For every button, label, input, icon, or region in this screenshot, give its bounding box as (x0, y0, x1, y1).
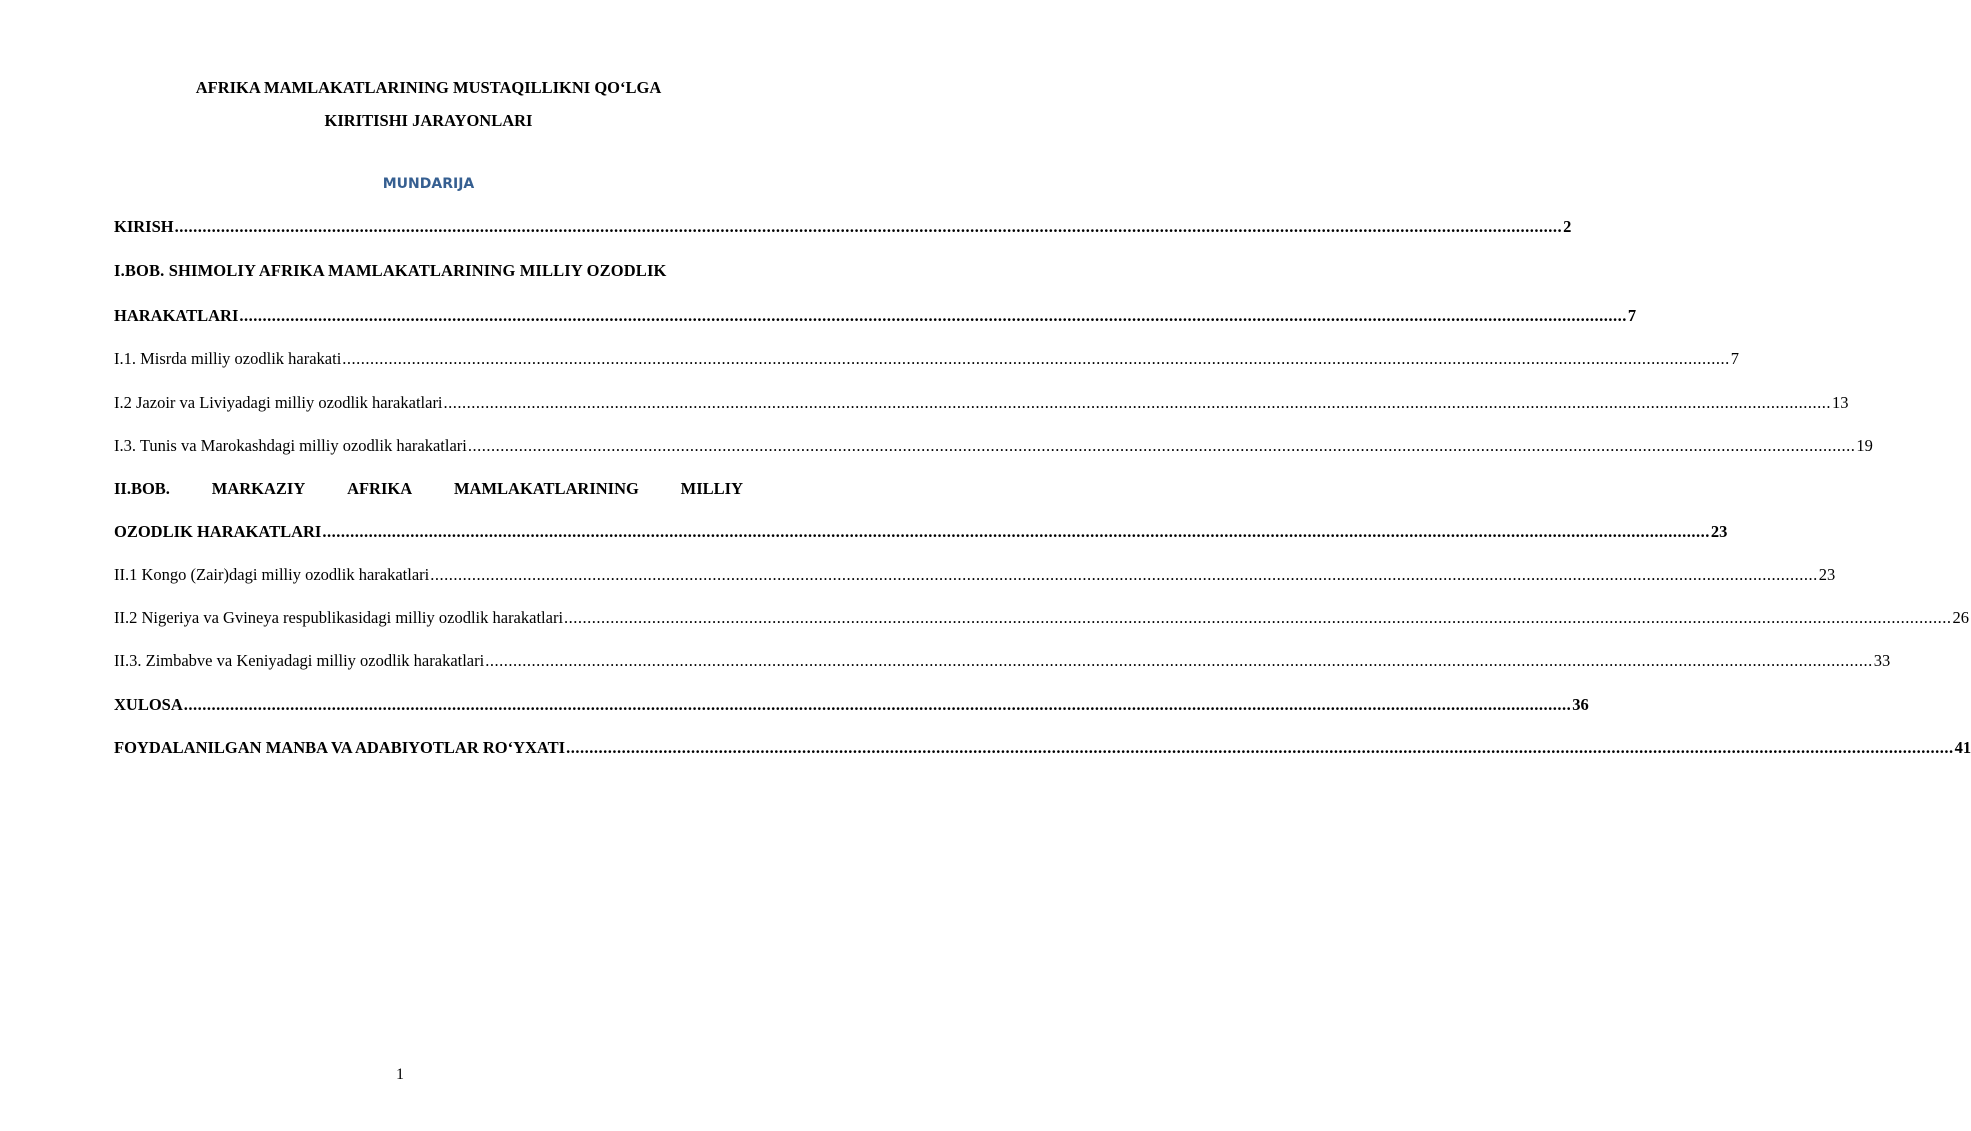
toc-entry-label: II.1 Kongo (Zair)dagi milliy ozodlik harakatlari (114, 565, 430, 584)
toc-entry-page: 26 (1952, 608, 1970, 627)
toc-entry-word: II.BOB. (114, 479, 170, 498)
toc-entry-references[interactable] (114, 738, 1971, 758)
toc-leader-dots: ............................................................................................................................................................................................................................................................................................................ (430, 565, 1818, 584)
toc-leader-dots: ............................................................................................................................................................................................................................................................................................................ (443, 393, 1832, 412)
toc-entry-page: 23 (1818, 565, 1836, 584)
document-title-line-1: AFRIKA MAMLAKATLARINING MUSTAQILLIKNI QO‘LGA (195, 78, 662, 97)
toc-entry-word: MARKAZIY (211, 479, 306, 498)
toc-leader-dots: ............................................................................................................................................................................................................................................................................................................ (566, 738, 1954, 757)
toc-entry-bob2-line2[interactable] (114, 522, 1728, 542)
toc-entry-page: 19 (1856, 436, 1873, 455)
toc-leader-dots: ............................................................................................................................................................................................................................................................................................................ (467, 436, 1856, 455)
toc-entry-section-2-1[interactable] (114, 565, 1836, 585)
toc-entry-section-1-2[interactable] (114, 393, 1849, 413)
toc-entry-section-2-3[interactable] (114, 651, 1891, 671)
toc-entry-label: I.1. Misrda milliy ozodlik harakati (114, 349, 342, 368)
toc-entry-page: 33 (1873, 651, 1891, 670)
toc-entry-word: MAMLAKATLARINING (453, 479, 639, 498)
toc-entry-label: KIRISH (114, 217, 174, 236)
toc-leader-dots: ............................................................................................................................................................................................................................................................................................................ (485, 651, 1873, 670)
toc-leader-dots: ............................................................................................................................................................................................................................................................................................................ (564, 608, 1952, 627)
toc-entry-page: 23 (1710, 522, 1728, 541)
toc-entry-page: 2 (1563, 217, 1572, 236)
toc-entry-page: 7 (1730, 349, 1740, 368)
toc-entry-label: XULOSA (114, 695, 183, 714)
document-title-line-2: KIRITISHI JARAYONLARI (324, 111, 533, 130)
toc-entry-label: OZODLIK HARAKATLARI (114, 522, 322, 541)
toc-leader-dots: ............................................................................................................................................................................................................................................................................................................ (239, 306, 1627, 325)
toc-entry-label: HARAKATLARI (114, 306, 239, 325)
toc-heading: MUNDARIJA (382, 176, 475, 192)
toc-entry-page: 7 (1627, 306, 1637, 325)
toc-entry-label: II.2 Nigeriya va Gvineya respublikasidagi milliy ozodlik harakatlari (114, 608, 564, 627)
toc-entry-bob1-line1[interactable] (114, 261, 743, 281)
page-number: 1 (396, 1066, 404, 1083)
toc-entry-page: 41 (1954, 738, 1971, 757)
toc-entry-label: FOYDALANILGAN MANBA VA ADABIYOTLAR RO‘YXATI (114, 738, 566, 757)
toc-leader-dots: ............................................................................................................................................................................................................................................................................................................ (342, 349, 1730, 368)
toc-entry-bob2-line1[interactable] (114, 479, 743, 499)
toc-entry-bob1-line2[interactable] (114, 306, 1637, 326)
toc-leader-dots: ............................................................................................................................................................................................................................................................................................................ (183, 695, 1572, 714)
toc-entry-section-1-3[interactable] (114, 436, 1873, 456)
toc-entry-label: I.3. Tunis va Marokashdagi milliy ozodlik harakatlari (114, 436, 467, 455)
toc-entry-kirish[interactable] (114, 217, 1572, 237)
toc-entry-xulosa[interactable] (114, 695, 1589, 715)
toc-entry-label: II.3. Zimbabve va Keniyadagi milliy ozodlik harakatlari (114, 651, 485, 670)
toc-entry-section-1-1[interactable] (114, 349, 1740, 369)
toc-entry-word: AFRIKA (347, 479, 413, 498)
toc-entry-word: MILLIY (680, 479, 743, 498)
toc-entry-section-2-2[interactable] (114, 608, 1970, 628)
toc-entry-page: 36 (1572, 695, 1589, 714)
toc-entry-page: 13 (1832, 393, 1849, 412)
toc-entry-label: I.2 Jazoir va Liviyadagi milliy ozodlik harakatlari (114, 393, 443, 412)
toc-entry-label: I.BOB. SHIMOLIY AFRIKA MAMLAKATLARINING MILLIY OZODLIK (114, 261, 667, 280)
toc-leader-dots: ............................................................................................................................................................................................................................................................................................................ (322, 522, 1710, 541)
toc-leader-dots: ............................................................................................................................................................................................................................................................................................................ (174, 217, 1563, 236)
